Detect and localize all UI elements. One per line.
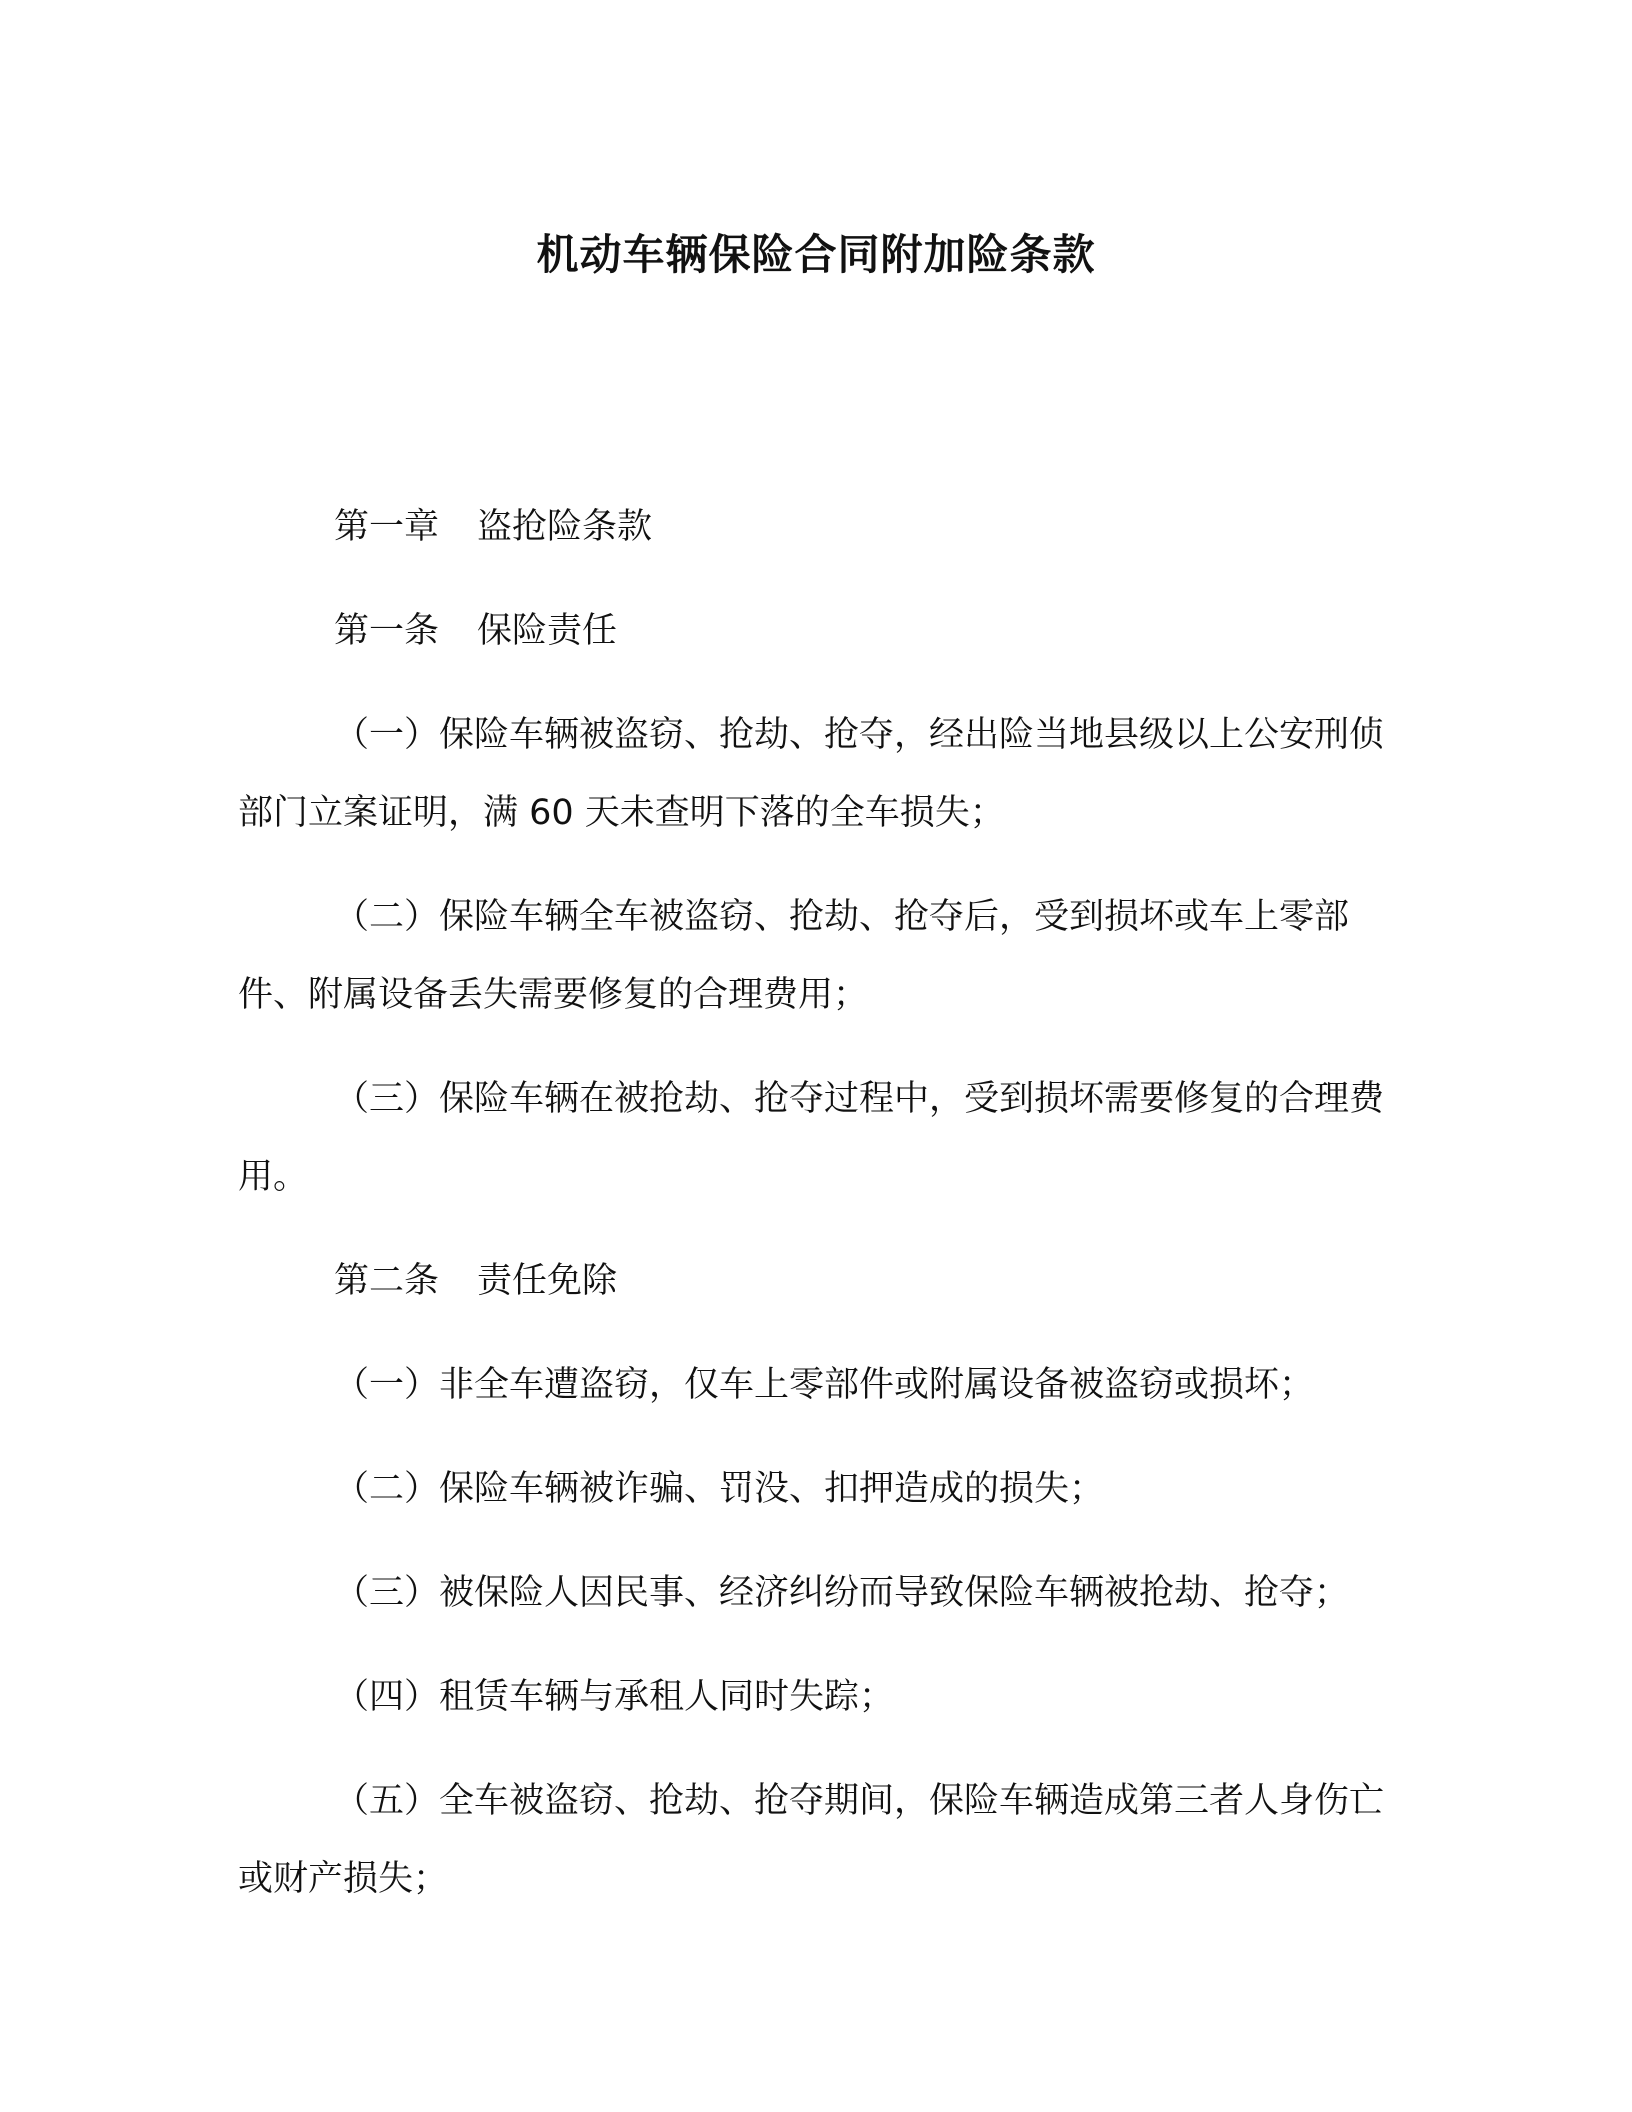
- article-2-heading: [238, 1242, 1398, 1320]
- document-body: [238, 488, 1398, 1944]
- article-2-item-2: （二）保险车辆被诈骗、罚没、扣押造成的损失；: [334, 1469, 1105, 1509]
- article-1-item-2: （二）保险车辆全车被盗窃、抢劫、抢夺后，受到损坏或车上零部件、附属设备丢失需要修复的合理费用；: [238, 897, 1350, 1015]
- article-1-item-3: （三）保险车辆在被抢劫、抢夺过程中，受到损坏需要修复的合理费用。: [238, 1079, 1385, 1197]
- chapter-number: 第一章: [334, 507, 440, 547]
- document-title: 机动车辆保险合同附加险条款: [536, 230, 1096, 279]
- article-2-item-5: （五）全车被盗窃、抢劫、抢夺期间，保险车辆造成第三者人身伤亡或财产损失；: [238, 1781, 1385, 1899]
- article-2-number: 第二条: [334, 1261, 440, 1301]
- chapter-heading: [238, 488, 1398, 566]
- article-2-name: 责任免除: [477, 1261, 618, 1301]
- article-2-item-4: （四）租赁车辆与承租人同时失踪；: [334, 1677, 895, 1717]
- article-1-name: 保险责任: [477, 611, 618, 651]
- article-1-number: 第一条: [334, 611, 440, 651]
- article-2-item-1: （一）非全车遭盗窃，仅车上零部件或附属设备被盗窃或损坏；: [334, 1365, 1315, 1405]
- article-2-item-3: （三）被保险人因民事、经济纠纷而导致保险车辆被抢劫、抢夺；: [334, 1573, 1350, 1613]
- chapter-name: 盗抢险条款: [477, 507, 653, 547]
- article-1-item-1: （一）保险车辆被盗窃、抢劫、抢夺，经出险当地县级以上公安刑侦部门立案证明，满 60 天未查明下落的全车损失；: [238, 715, 1385, 833]
- article-1-heading: [238, 592, 1398, 670]
